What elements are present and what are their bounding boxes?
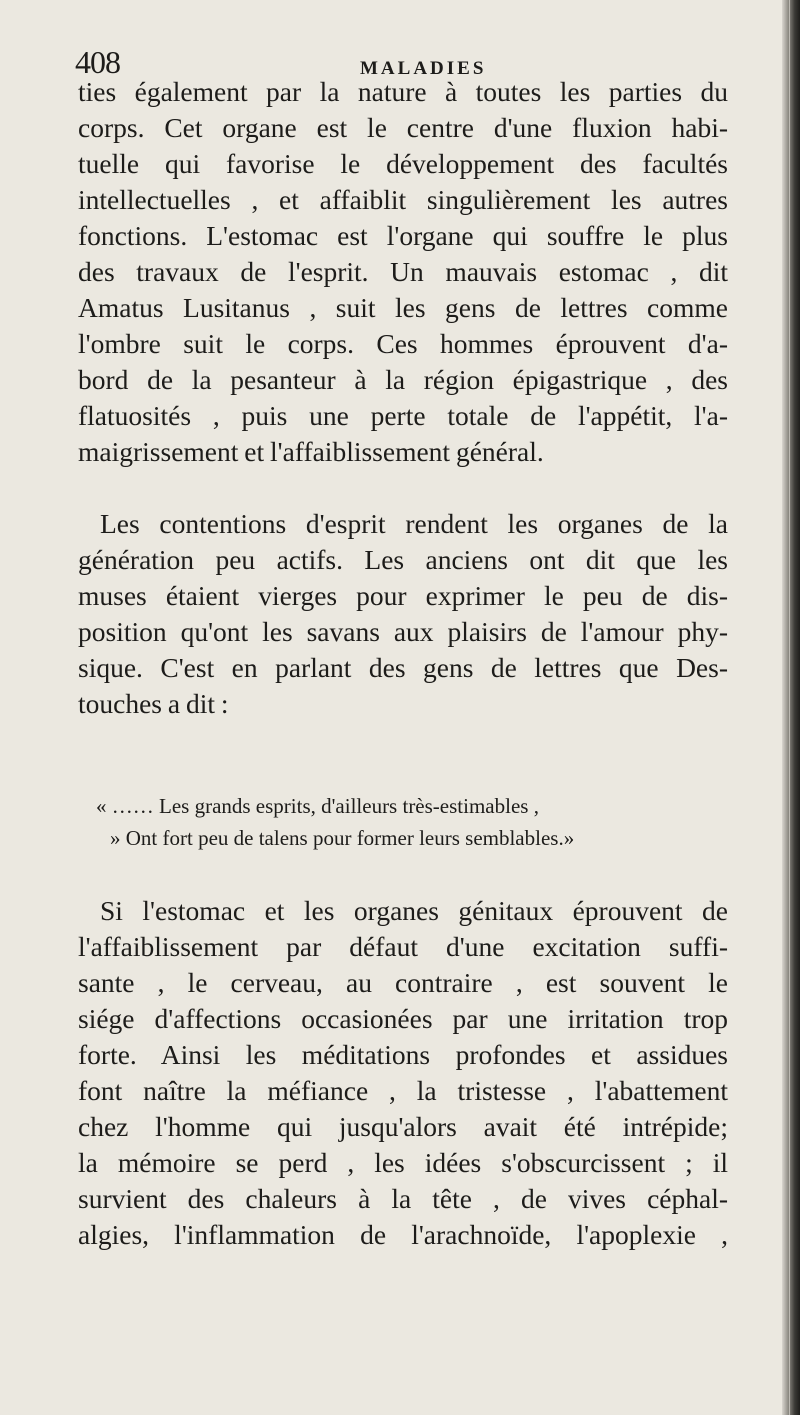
text-line: position qu'ont les savans aux plaisirs de l'amour phy- [78,616,728,647]
text-line: sique. C'est en parlant des gens de lettres que Des- [78,652,728,683]
quote-line: « …… Les grands esprits, d'ailleurs très-estimables , [96,794,539,818]
text-line: fonctions. L'estomac est l'organe qui souffre le plus [78,220,728,251]
verse-quotation [96,790,706,854]
text-line: la mémoire se perd , les idées s'obscurcissent ; il [78,1147,728,1178]
text-line: flatuosités , puis une perte totale de l'appétit, l'a- [78,400,728,431]
text-line: ties également par la nature à toutes les parties du [78,76,728,107]
text-line: sante , le cerveau, au contraire , est souvent le [78,967,728,998]
text-line: Si l'estomac et les organes génitaux éprouvent de [100,895,728,926]
book-spine-edge [782,0,800,1415]
paragraph-3 [78,893,728,1253]
text-line: l'ombre suit le corps. Ces hommes éprouvent d'a- [78,328,728,359]
page-number: 408 [75,44,120,80]
text-line: forte. Ainsi les méditations profondes et assidues [78,1039,728,1070]
text-line: bord de la pesanteur à la région épigastrique , des [78,364,728,395]
paragraph-2 [78,506,728,722]
text-line: algies, l'inflammation de l'arachnoïde, l'apoplexie , [78,1219,728,1250]
text-line: siége d'affections occasionées par une irritation trop [78,1003,728,1034]
text-line: maigrissement et l'affaiblissement général. [78,436,544,467]
text-line: tuelle qui favorise le développement des facultés [78,148,728,179]
text-line: chez l'homme qui jusqu'alors avait été intrépide; [78,1111,728,1142]
text-line: des travaux de l'esprit. Un mauvais estomac , dit [78,256,728,287]
text-line: génération peu actifs. Les anciens ont dit que les [78,544,728,575]
text-line: Les contentions d'esprit rendent les organes de la [100,508,728,539]
text-line: muses étaient vierges pour exprimer le peu de dis- [78,580,728,611]
running-head: MALADIES [360,58,487,79]
text-line: Amatus Lusitanus , suit les gens de lettres comme [78,292,728,323]
text-line: survient des chaleurs à la tête , de vives céphal- [78,1183,728,1214]
page-edge-line [789,0,790,1415]
quote-line: » Ont fort peu de talens pour former leurs semblables.» [110,826,575,850]
text-line: corps. Cet organe est le centre d'une fluxion habi- [78,112,728,143]
text-line: l'affaiblissement par défaut d'une excitation suffi- [78,931,728,962]
text-line: touches a dit : [78,688,229,719]
text-line: font naître la méfiance , la tristesse , l'abattement [78,1075,728,1106]
paragraph-1 [78,74,728,470]
text-line: intellectuelles , et affaiblit singulièrement les autres [78,184,728,215]
